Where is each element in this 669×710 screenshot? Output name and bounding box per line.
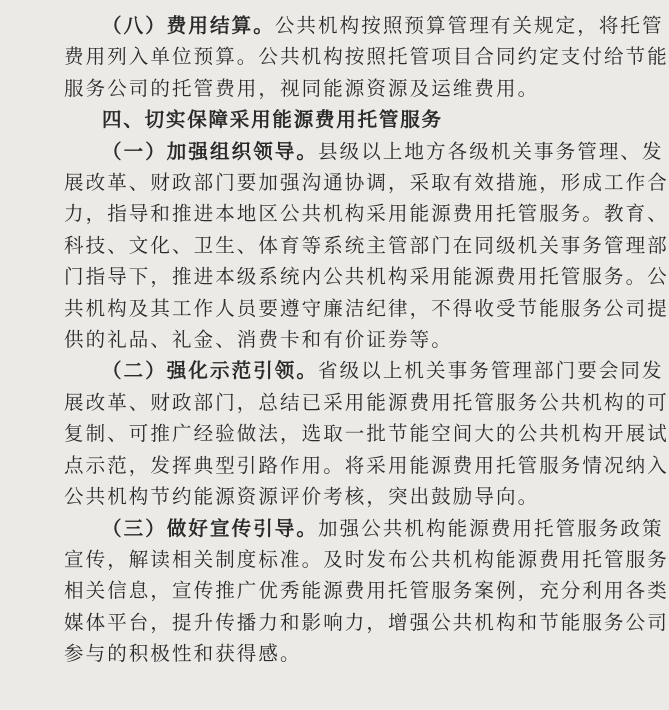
para-2-line-4: 点示范，发挥典型引路作用。将采用能源费用托管服务情况纳入 (64, 453, 669, 477)
section-heading: 四、切实保障采用能源费用托管服务 (102, 108, 443, 132)
para-2-line-3: 复制、可推广经验做法，选取一批节能空间大的公共机构开展试 (64, 422, 669, 446)
para-8-text: 公共机构按照预算管理有关规定，将托管 (274, 14, 664, 37)
para-3-line-4: 媒体平台，提升传播力和影响力，增强公共机构和节能服务公司 (64, 610, 669, 634)
para-3-line-3: 相关信息，宣传推广优秀能源费用托管服务案例，充分利用各类 (64, 579, 669, 603)
para-1-line-6: 共机构及其工作人员要遵守廉洁纪律，不得收受节能服务公司提 (64, 296, 669, 320)
para-1-line-1 (64, 136, 664, 167)
para-2-line-1 (64, 355, 664, 386)
para-2-line-2: 展改革、财政部门，总结已采用能源费用托管服务公共机构的可 (64, 390, 669, 414)
para-8-line-2: 费用列入单位预算。公共机构按照托管项目合同约定支付给节能 (64, 45, 669, 69)
para-1-lead: （一）加强组织领导。 (102, 139, 319, 163)
para-3-text: 加强公共机构能源费用托管服务政策 (318, 516, 664, 540)
para-2-lead: （二）强化示范引领。 (102, 359, 319, 383)
para-2-text: 省级以上机关事务管理部门要会同发 (318, 359, 664, 383)
para-1-line-7: 供的礼品、礼金、消费卡和有价证券等。 (64, 328, 453, 352)
para-8-line-3: 服务公司的托管费用，视同能源资源及运维费用。 (64, 76, 540, 100)
para-1-line-3: 力，指导和推进本地区公共机构采用能源费用托管服务。教育、 (64, 202, 669, 226)
para-1-line-4: 科技、文化、卫生、体育等系统主管部门在同级机关事务管理部 (64, 233, 669, 257)
para-8-line-1 (64, 10, 664, 41)
para-3-line-2: 宣传，解读相关制度标准。及时发布公共机构能源费用托管服务 (64, 547, 669, 571)
para-2-line-5: 公共机构节约能源资源评价考核，突出鼓励导向。 (64, 485, 540, 509)
para-3-line-1 (64, 513, 664, 544)
para-1-text: 县级以上地方各级机关事务管理、发 (318, 139, 664, 163)
para-1-line-5: 门指导下，推进本级系统内公共机构采用能源费用托管服务。公 (64, 265, 669, 289)
para-3-lead: （三）做好宣传引导。 (102, 516, 319, 540)
para-1-line-2: 展改革、财政部门要加强沟通协调，采取有效措施，形成工作合 (64, 171, 669, 195)
para-8-lead: （八）费用结算。 (102, 14, 275, 37)
para-3-line-5: 参与的积极性和获得感。 (64, 642, 302, 666)
